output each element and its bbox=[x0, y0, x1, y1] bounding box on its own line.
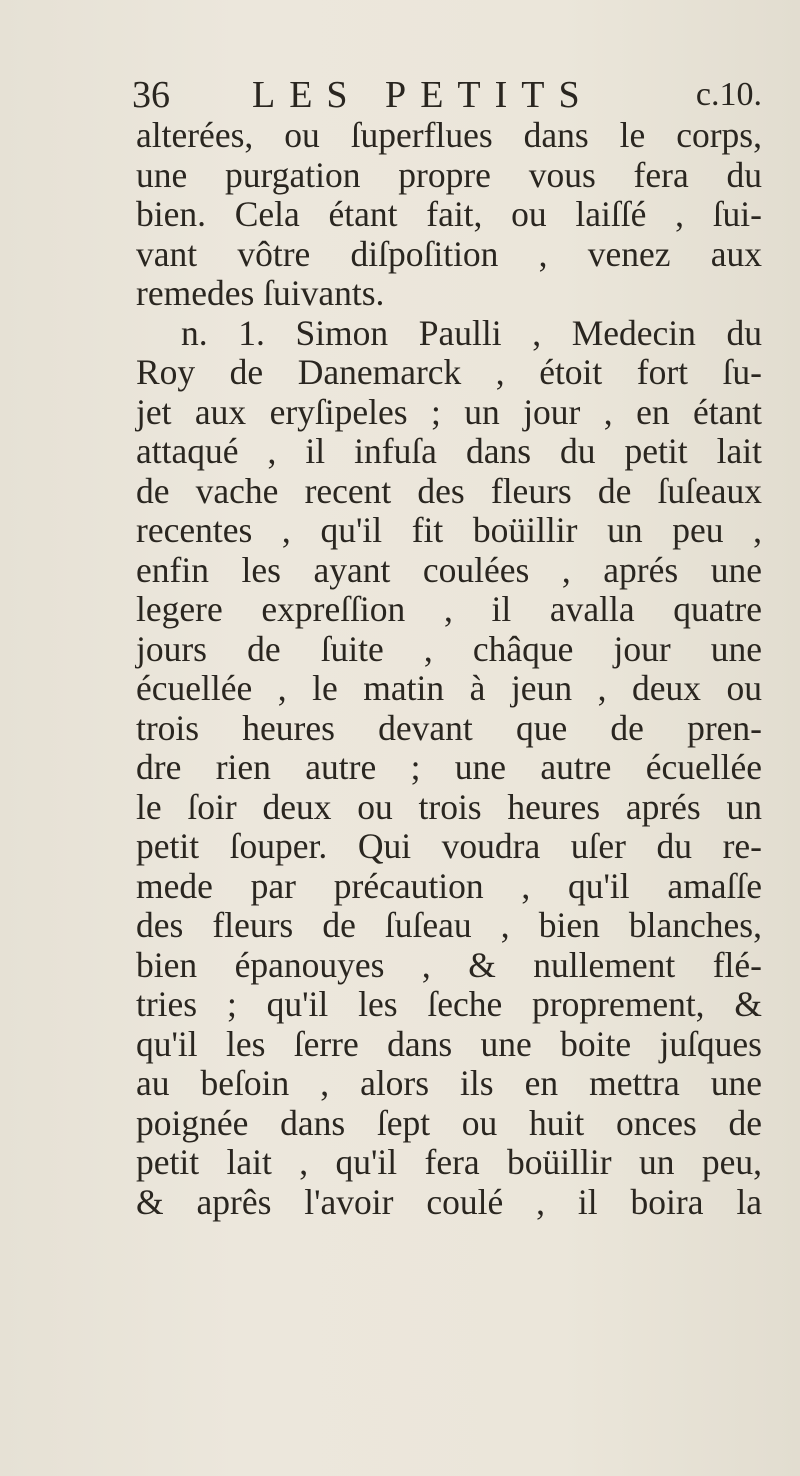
text-line: bien. Cela étant fait, ou laiſſé , ſui- bbox=[136, 194, 762, 234]
text-line: jours de ſuite , châque jour une bbox=[136, 628, 762, 669]
text-line: recentes , qu'il fit boüillir un peu , bbox=[136, 510, 762, 550]
text-line: tries ; qu'il les ſeche proprement, & bbox=[136, 984, 762, 1024]
text-line: écuellée , le matin à jeun , deux ou bbox=[136, 668, 762, 708]
text-line: jet aux eryſipeles ; un jour , en étant bbox=[136, 391, 762, 432]
running-header bbox=[132, 70, 762, 120]
text-line: petit lait , qu'il fera boüillir un peu, bbox=[136, 1142, 762, 1182]
text-line: petit ſouper. Qui voudra uſer du re- bbox=[136, 826, 762, 866]
text-line: & aprês l'avoir coulé , il boira la bbox=[136, 1181, 762, 1222]
text-line: poignée dans ſept ou huit onces de bbox=[136, 1102, 762, 1143]
text-line: mede par précaution , qu'il amaſſe bbox=[136, 865, 762, 906]
text-line: Roy de Danemarck , étoit fort ſu- bbox=[136, 352, 762, 392]
text-line: une purgation propre vous fera du bbox=[136, 154, 762, 195]
page-number: 36 bbox=[132, 74, 170, 116]
text-line: attaqué , il infuſa dans du petit lait bbox=[136, 431, 762, 471]
running-title: LES PETITS bbox=[252, 74, 594, 116]
text-line: dre rien autre ; une autre écuellée bbox=[136, 747, 762, 787]
chapter-marker: c.10. bbox=[695, 76, 762, 113]
text-line: enfin les ayant coulées , aprés une bbox=[136, 549, 762, 590]
text-line: vant vôtre diſpoſition , venez aux bbox=[136, 233, 762, 274]
text-line: remedes ſuivants. bbox=[136, 273, 385, 313]
text-line: de vache recent des fleurs de ſuſeaux bbox=[136, 470, 762, 511]
text-line: bien épanouyes , & nullement flé- bbox=[136, 944, 762, 985]
text-line: alterées, ou ſuperflues dans le corps, bbox=[136, 115, 762, 155]
text-line: des fleurs de ſuſeau , bien blanches, bbox=[136, 905, 762, 945]
text-line: n. 1. Simon Paulli , Medecin du bbox=[181, 312, 762, 353]
body-text bbox=[136, 116, 762, 1222]
text-line: au beſoin , alors ils en mettra une bbox=[136, 1063, 762, 1103]
text-line: legere expreſſion , il avalla quatre bbox=[136, 589, 762, 629]
text-line: qu'il les ſerre dans une boite juſques bbox=[136, 1023, 762, 1064]
text-line: trois heures devant que de pren- bbox=[136, 707, 762, 748]
text-line: le ſoir deux ou trois heures aprés un bbox=[136, 786, 762, 827]
